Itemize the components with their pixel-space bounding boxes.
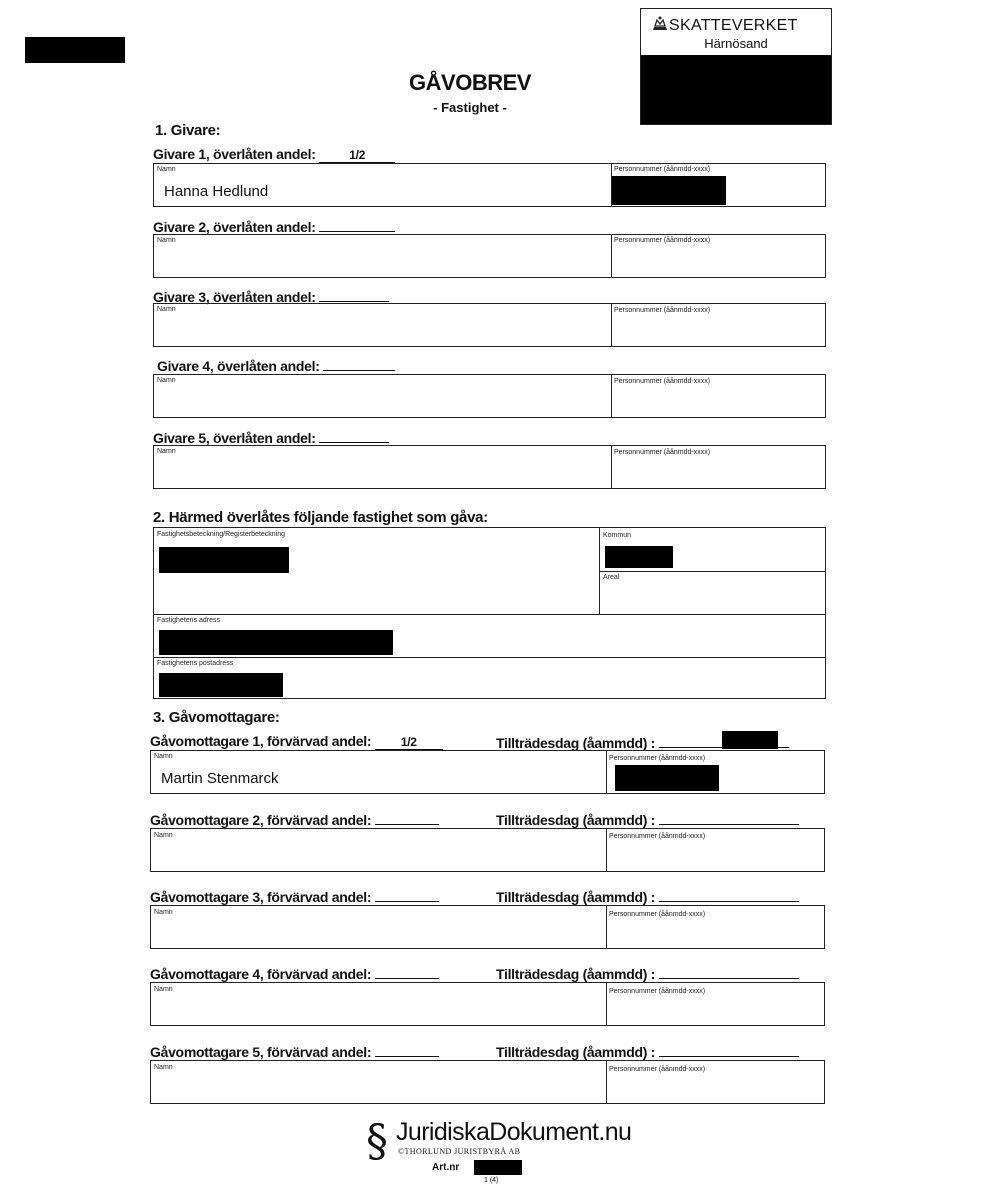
givare-5-box <box>153 445 826 489</box>
givare-5-label-row <box>153 428 389 446</box>
mottagare-3-box <box>150 905 825 949</box>
mottagare-4-name-caption: Namn <box>154 986 173 993</box>
mottagare-1-name-value[interactable]: Martin Stenmarck <box>161 770 279 787</box>
kommun-redaction <box>605 546 673 568</box>
mottagare-3-label-row <box>150 887 439 905</box>
givare-1-label-row <box>153 146 395 163</box>
redaction-top-left <box>25 37 125 63</box>
mottagare-2-pnr-caption: Personnummer (åånmdd-xxxx) <box>609 833 706 840</box>
footer-logo-text: JuridiskaDokument.nu <box>396 1118 632 1146</box>
mottagare-1-label: Gåvomottagare 1, förvärvad andel: <box>150 733 372 749</box>
mottagare-5-tilltrade-label: Tillträdesdag (åammdd) : <box>496 1044 656 1060</box>
postadress-caption: Fastighetens postadress <box>157 660 234 667</box>
section1-title: 1. Givare: <box>155 122 221 139</box>
paragraph-logo-icon <box>364 1114 392 1164</box>
mottagare-1-tilltrade-label: Tillträdesdag (åammdd) : <box>496 735 656 751</box>
givare-5-label: Givare 5, överlåten andel: <box>153 430 316 446</box>
givare-2-name-caption: Namn <box>157 237 176 244</box>
mottagare-2-name-caption: Namn <box>154 832 173 839</box>
givare-1-andel-field[interactable]: 1/2 <box>319 148 395 163</box>
givare-3-label: Givare 3, överlåten andel: <box>153 289 316 305</box>
mottagare-4-label: Gåvomottagare 4, förvärvad andel: <box>150 966 372 982</box>
section2-title: 2. Härmed överlåtes följande fastighet som gåva: <box>153 509 488 526</box>
mottagare-1-box <box>150 750 825 794</box>
document-subtitle: - Fastighet - <box>433 100 507 115</box>
mottagare-4-label-row <box>150 964 439 982</box>
mottagare-1-pnr-caption: Personnummer (åånmdd-xxxx) <box>609 755 706 762</box>
givare-1-label: Givare 1, överlåten andel: <box>153 146 316 162</box>
mottagare-3-pnr-caption: Personnummer (åånmdd-xxxx) <box>609 911 706 918</box>
mottagare-5-label-row <box>150 1042 439 1060</box>
givare-3-andel-field[interactable] <box>319 287 389 302</box>
kommun-caption: Kommun <box>603 532 632 539</box>
mottagare-1-andel-field[interactable]: 1/2 <box>375 735 443 750</box>
mottagare-3-tilltrade-label: Tillträdesdag (åammdd) : <box>496 889 656 905</box>
mottagare-1-tilltrade-redaction <box>722 731 778 749</box>
section3-title: 3. Gåvomottagare: <box>153 709 280 726</box>
footer-page-number: 1 (4) <box>484 1177 499 1184</box>
mottagare-2-tilltrade-label: Tillträdesdag (åammdd) : <box>496 812 656 828</box>
property-box <box>153 527 826 699</box>
givare-3-pnr-caption: Personnummer (åånmdd-xxxx) <box>614 307 711 314</box>
adress-redaction <box>159 630 393 655</box>
givare-2-box <box>153 234 826 278</box>
mottagare-4-andel-field[interactable] <box>375 964 439 979</box>
skatteverket-crown-icon <box>651 15 669 33</box>
mottagare-4-tilltrade-label: Tillträdesdag (åammdd) : <box>496 966 656 982</box>
givare-2-pnr-caption: Personnummer (åånmdd-xxxx) <box>614 237 711 244</box>
mottagare-5-label: Gåvomottagare 5, förvärvad andel: <box>150 1044 372 1060</box>
mottagare-5-pnr-caption: Personnummer (åånmdd-xxxx) <box>609 1066 706 1073</box>
givare-4-name-caption: Namn <box>157 377 176 384</box>
mottagare-4-tilltrade-row <box>496 964 799 982</box>
mottagare-5-tilltrade-field[interactable] <box>659 1042 799 1057</box>
givare-1-name-caption: Namn <box>157 166 176 173</box>
givare-5-andel-field[interactable] <box>319 428 389 443</box>
mottagare-3-tilltrade-field[interactable] <box>659 887 799 902</box>
givare-1-pnr-redaction <box>612 176 726 205</box>
document-title: GÅVOBREV <box>409 70 531 95</box>
footer-artnr-label: Art.nr <box>432 1162 460 1173</box>
givare-4-label: Givare 4, överlåten andel: <box>157 358 320 374</box>
givare-2-label: Givare 2, överlåten andel: <box>153 219 316 235</box>
givare-1-box <box>153 163 826 207</box>
fastighetsbeteckning-redaction <box>159 547 289 573</box>
givare-4-pnr-caption: Personnummer (åånmdd-xxxx) <box>614 378 711 385</box>
mottagare-2-label: Gåvomottagare 2, förvärvad andel: <box>150 812 372 828</box>
mottagare-5-andel-field[interactable] <box>375 1042 439 1057</box>
adress-caption: Fastighetens adress <box>157 617 221 624</box>
mottagare-2-tilltrade-row <box>496 810 799 828</box>
mottagare-5-box <box>150 1060 825 1104</box>
mottagare-4-pnr-caption: Personnummer (åånmdd-xxxx) <box>609 988 706 995</box>
mottagare-1-name-caption: Namn <box>154 753 173 760</box>
givare-2-andel-field[interactable] <box>319 217 395 232</box>
mottagare-5-tilltrade-row <box>496 1042 799 1060</box>
givare-3-name-caption: Namn <box>157 306 176 313</box>
mottagare-4-tilltrade-field[interactable] <box>659 964 799 979</box>
artnr-redaction <box>474 1160 522 1175</box>
givare-4-andel-field[interactable] <box>323 356 395 371</box>
mottagare-3-andel-field[interactable] <box>375 887 439 902</box>
mottagare-1-pnr-redaction <box>615 765 719 791</box>
mottagare-3-label: Gåvomottagare 3, förvärvad andel: <box>150 889 372 905</box>
givare-5-pnr-caption: Personnummer (åånmdd-xxxx) <box>614 449 711 456</box>
stamp-city: Härnösand <box>704 36 768 51</box>
mottagare-2-label-row <box>150 810 439 828</box>
stamp-name: SKATTEVERKET <box>669 17 798 34</box>
mottagare-2-box <box>150 828 825 872</box>
mottagare-3-name-caption: Namn <box>154 909 173 916</box>
mottagare-5-name-caption: Namn <box>154 1064 173 1071</box>
fastighetsbeteckning-caption: Fastighetsbeteckning/Registerbeteckning <box>157 531 286 538</box>
areal-caption: Areal <box>603 574 620 581</box>
postadress-redaction <box>159 673 283 697</box>
givare-4-label-row <box>157 356 395 374</box>
givare-4-box <box>153 374 826 418</box>
mottagare-1-label-row <box>150 733 443 750</box>
mottagare-2-andel-field[interactable] <box>375 810 439 825</box>
givare-1-name-value[interactable]: Hanna Hedlund <box>164 183 269 200</box>
mottagare-4-box <box>150 982 825 1026</box>
givare-3-box <box>153 303 826 347</box>
footer-copyright: ©THORLUND JURISTBYRÅ AB <box>398 1147 521 1156</box>
givare-5-name-caption: Namn <box>157 448 176 455</box>
givare-2-label-row <box>153 217 395 235</box>
mottagare-2-tilltrade-field[interactable] <box>659 810 799 825</box>
givare-1-pnr-caption: Personnummer (åånmdd-xxxx) <box>614 166 711 173</box>
svg-text:§: § <box>366 1116 388 1164</box>
mottagare-3-tilltrade-row <box>496 887 799 905</box>
